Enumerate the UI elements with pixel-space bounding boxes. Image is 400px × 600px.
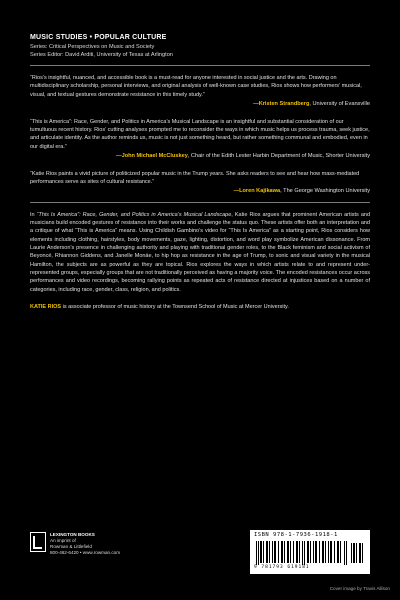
publisher-logo-icon [30, 532, 46, 552]
blurb-author: —Loren Kajikawa [233, 188, 281, 195]
series-line: Series: Critical Perspectives on Music and Society [30, 44, 155, 50]
publisher-contact: 800-462-6420 • www.rowman.com [50, 550, 121, 555]
blurb-text: “Katie Rios paints a vivid picture of politicized popular music in the Trump years. She asks readers to see and hear how mass-mediated performances serve as sites of cultural resistance.” [30, 170, 360, 186]
blurb-author: —John Michael McCluskey [116, 153, 188, 160]
publisher-line: Rowman & Littlefield [50, 544, 92, 549]
publisher-line: An imprint of [50, 538, 76, 543]
divider [30, 65, 370, 66]
blurb-attribution [30, 187, 370, 195]
barcode-bars-icon [254, 541, 366, 565]
blurb-affiliation: , Chair of the Edith Lester Harbin Department of Music, Shorter University [187, 153, 370, 160]
blurb-text: “Rios’s insightful, nuanced, and accessible book is a must-read for anyone interested in social justice and the arts. Drawing on multidisciplinary scholarship, personal interviews, and original analysis of well-known case studies, Rios shows how performers’ musical, visual, and textual gestures demonstrate resistance in this timely study.” [30, 75, 362, 98]
blurb-affiliation: , The George Washington University [280, 188, 370, 195]
description-body: , Katie Rios argues that prominent American artists and musicians build encoded gestures of resistance into their works and challenge the status quo. These artists offer both an interpretation and a critique of what “This is America” means. Using Childish Gambino’s video for “This Is America” as a starting point, Rios considers how elements including clothing, hairstyles, body movements, gaze, lighting, distortion, and word play symbolize American dissonance. From Laurie Anderson’s presence in challenging authority and playing with traditional gender roles, to the Black feminism and social activism of Beyoncé, Rhiannon Giddens, and Janelle Monáe, to hip hop as resistance in the age of Trump, to sonic and visual variety in the musical Hamilton, the subjects are as powerful as they are topical. Rios explores the ways in which artists relate to and represent under-represented groups, especially groups that are not traditionally perceived as having a majority voice. The encoded resistances occur across performances and video recordings, becoming rallying points as repeated acts of resistance directed at injustices based on a number of categories, including race, gender, class, religion, and politics. [30, 211, 371, 293]
blurb-attribution [30, 100, 370, 108]
blurb-text: “This is America”: Race, Gender, and Politics in America’s Musical Landscape is an insightful and substantial consideration of our tumultuous recent history. Rios’ cutting analyses prompted me to reconsider the ways in which music helps us process trauma, seek justice, and articulate identity. As the author reminds us, music is not just something heard, but rather something communal and embodied, even in our digital era.” [30, 118, 370, 150]
blurb-attribution [30, 152, 370, 160]
blurb-author: —Kristen Strandberg [253, 101, 310, 108]
book-description [30, 211, 370, 294]
back-cover-content [30, 34, 370, 311]
author-bio [30, 303, 370, 311]
publisher-name: LEXINGTON BOOKS [50, 532, 95, 537]
book-title: “This Is America”: Race, Gender, and Politics in America’s Musical Landscape [36, 211, 232, 218]
cover-credit: Cover image by Travis Allison [329, 586, 390, 591]
barcode-digits: 9 781793 619181 [254, 565, 310, 570]
description-intro: In [30, 211, 37, 218]
blurb-affiliation: , University of Evansville [309, 101, 370, 108]
author-bio-text: is associate professor of music history at the Townsend School of Music at Mercer University. [61, 303, 289, 310]
category-line: MUSIC STUDIES • POPULAR CULTURE [30, 34, 167, 41]
publisher-info [50, 532, 120, 556]
series-editor-line: Series Editor: David Arditi, University of Texas at Arlington [30, 52, 173, 58]
isbn-label: ISBN 978-1-7936-1918-1 [254, 532, 338, 538]
author-name: KATIE RIOS [30, 303, 62, 310]
barcode [250, 530, 370, 574]
divider [30, 202, 370, 203]
bottom-bar [30, 532, 370, 584]
